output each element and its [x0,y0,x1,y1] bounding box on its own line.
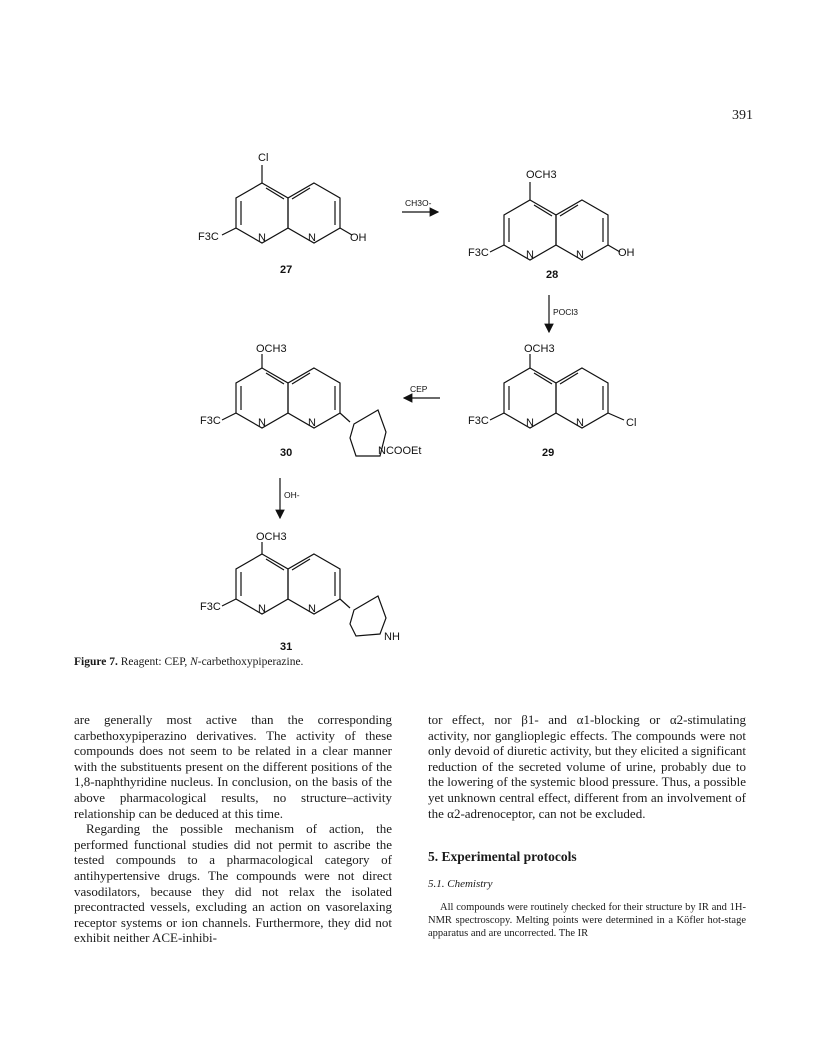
compound-30-n8: N [308,417,316,429]
compound-27-right-substituent: OH [350,232,367,244]
compound-28-left-substituent: F3C [468,247,489,259]
compound-30 [200,343,421,459]
compound-28 [468,169,635,281]
compound-27 [198,152,367,276]
compound-27-n8: N [308,232,316,244]
compound-29-n8: N [576,417,584,429]
compound-28-top-substituent: OCH3 [526,169,557,181]
compound-30-piperazine-n: NCOOEt [378,445,422,457]
compound-28-label: 28 [546,269,559,281]
compound-30-left-substituent: F3C [200,415,221,427]
arrow-pocl3-label: POCl3 [553,307,579,317]
right-paragraph-1: tor effect, nor β1- and α1-blocking or α2-stimulating activity, nor ganglioplegic effects. The compounds were not only devoid of diuretic activity, but they elicited a significant reduction of the secreted volume of urine, probably due to the lowering of the systemic blood pressure. Thus, a possible yet unknown central effect, different from an involvement of the α2-adrenoceptor, can not be excluded. [428,712,746,821]
compound-30-n1: N [258,417,266,429]
caption-italic: N [190,656,198,668]
left-paragraph-1: are generally most active than the corresponding carbethoxypiperazino derivatives. The activity of these compounds does not seem to be related in a clear manner with the substituents present on the different positions of the 1,8-naphthyridine nucleus. In conclusion, on the basis of the above pharmacological results, no structure–activity relationship can be deduced at this time. [74,712,392,821]
compound-29-top-substituent: OCH3 [524,343,555,355]
right-paragraph-2: All compounds were routinely checked for their structure by IR and 1H-NMR spectroscopy. Melting points were determined in a Köfler hot-stage apparatus and are uncorrected. The IR [428,902,746,939]
compound-27-top-substituent: Cl [258,152,269,164]
left-column [74,712,392,946]
compound-31-piperazine-n: NH [384,631,400,643]
right-column [428,712,746,941]
compound-31-n1: N [258,603,266,615]
compound-27-n1: N [258,232,266,244]
figure-label: Figure 7. [74,656,118,668]
compound-31-top-substituent: OCH3 [256,531,287,543]
subsection-heading: 5.1. Chemistry [428,877,493,890]
compound-27-left-substituent: F3C [198,231,219,243]
compound-27-label: 27 [280,264,293,276]
left-paragraph-2: Regarding the possible mechanism of action, the performed functional studies did not permit to ascribe the tested compounds to a pharmacological category of antihypertensive drugs. The compounds were not direct vasodilators, because they did not relax the isolated precontracted vessels, excluding an action on vasorelaxing receptor systems or ion channels. Furthermore, they did not exhibit neither ACE-inhibi- [74,821,392,946]
caption-prefix: Reagent: CEP, [120,656,191,668]
compound-29 [468,343,636,459]
compound-30-top-substituent: OCH3 [256,343,287,355]
compound-28-n8: N [576,249,584,261]
compound-31-label: 31 [280,641,293,653]
compound-29-n1: N [526,417,534,429]
compound-31 [200,531,400,653]
compound-28-n1: N [526,249,534,261]
arrow-methoxide-label: CH3O- [405,198,432,208]
compound-31-left-substituent: F3C [200,601,221,613]
caption-suffix: -carbethoxypiperazine. [197,656,304,668]
section-heading: 5. Experimental protocols [428,849,577,865]
arrow-hydroxide-label: OH- [284,490,300,500]
compound-29-right-substituent: Cl [626,417,637,429]
compound-31-n8: N [308,603,316,615]
compound-29-left-substituent: F3C [468,415,489,427]
arrow-cep-label: CEP [410,384,428,394]
compound-29-label: 29 [542,447,555,459]
figure-caption [74,656,303,668]
compound-30-label: 30 [280,447,293,459]
compound-28-right-substituent: OH [618,247,635,259]
page-number: 391 [732,108,753,123]
